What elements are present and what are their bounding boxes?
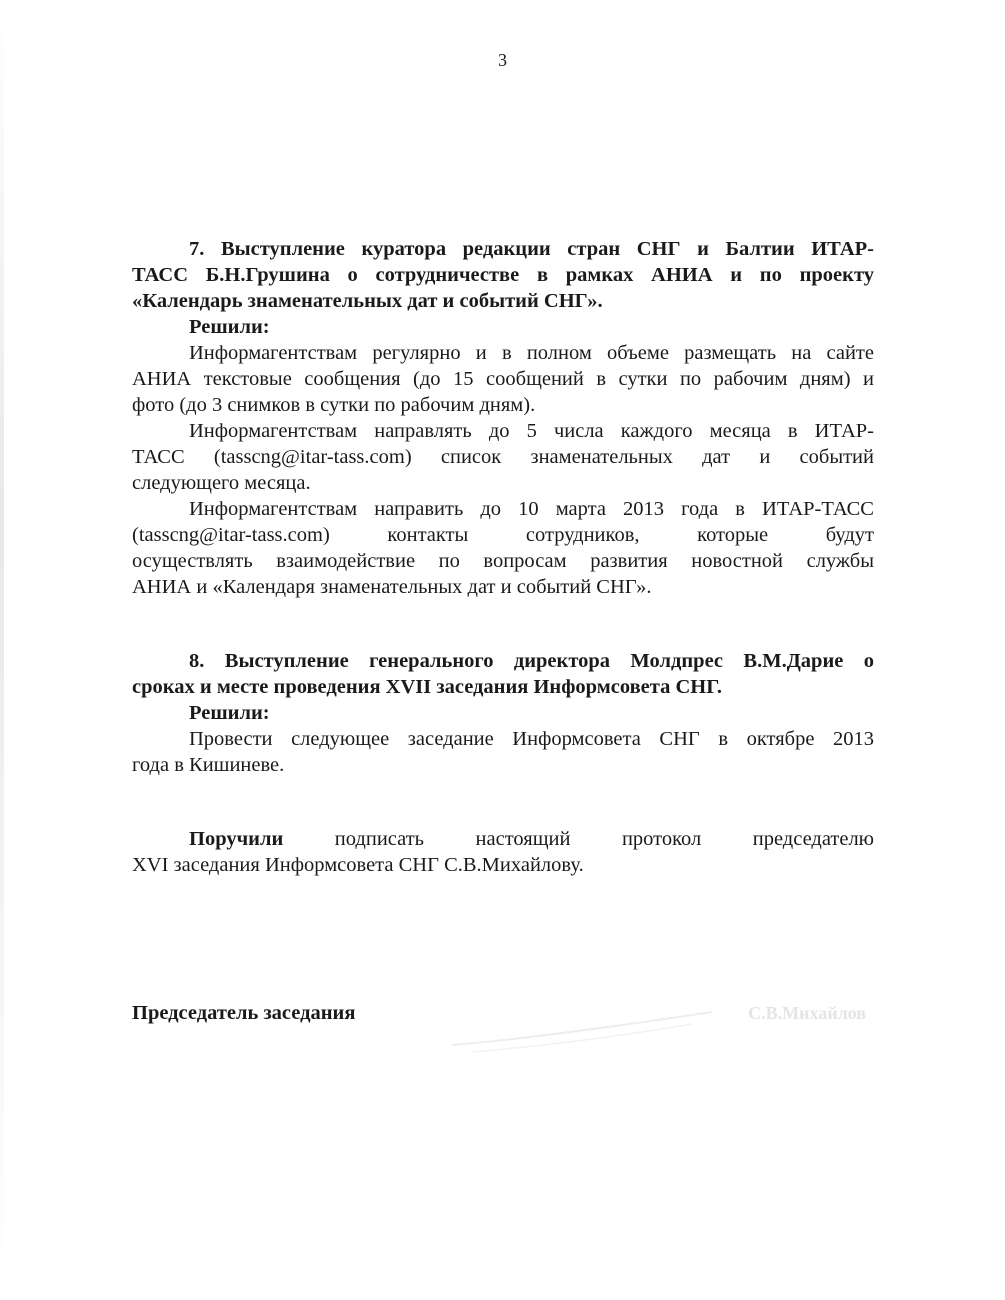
signature-row [132,1000,874,1026]
section-7-paragraph-3-line-4: АНИА и «Календаря знаменательных дат и событий СНГ». [132,576,652,598]
scan-edge-left [0,0,4,1300]
section-7-paragraph-1-line-3: фото (до 3 снимков в сутки по рабочим дням). [132,394,536,416]
section-7-decision-label: Решили: [189,316,270,338]
section-7-paragraph-2-line-2: ТАСС (tasscng@itar-tass.com) список знаменательных дат и событий [132,446,874,468]
section-7-paragraph-2-line-1: Информагентствам направлять до 5 числа каждого месяца в ИТАР- [189,420,874,442]
section-8-decision-label: Решили: [189,702,270,724]
section-7-paragraph-2-line-3: следующего месяца. [132,472,311,494]
section-8-paragraph-line-1: Провести следующее заседание Информсовета СНГ в октябре 2013 [189,728,874,750]
instruction-block [132,826,874,878]
instruction-line-2: XVI заседания Информсовета СНГ С.В.Михайлову. [132,854,584,876]
section-8-heading-line-1: 8. Выступление генерального директора Молдпрес В.М.Дарие о [189,650,874,672]
section-7-heading-line-2: ТАСС Б.Н.Грушина о сотрудничестве в рамках АНИА и по проекту [132,264,874,286]
signature-mark [432,1000,732,1060]
section-8 [132,648,874,778]
section-7-paragraph-3-line-2: (tasscng@itar-tass.com) контакты сотрудников, которые будут [132,524,874,546]
section-8-paragraph-line-2: года в Кишиневе. [132,754,285,776]
section-8-heading-line-2: сроках и месте проведения XVII заседания Информсовета СНГ. [132,676,723,698]
section-7-paragraph-1-line-2: АНИА текстовые сообщения (до 15 сообщений в сутки по рабочим дням) и [132,368,874,390]
page-number: 3 [498,50,507,70]
section-7-paragraph-3-line-3: осуществлять взаимодействие по вопросам развития новостной службы [132,550,874,572]
instruction-label: Поручили [189,828,284,850]
chairman-name: С.В.Михайлов [748,1003,866,1023]
section-7-heading-line-1: 7. Выступление куратора редакции стран СНГ и Балтии ИТАР- [189,238,874,260]
instruction-line-1 [132,826,874,852]
chairman-title: Председатель заседания [132,1002,356,1024]
section-7-heading-line-3: «Календарь знаменательных дат и событий СНГ». [132,290,603,312]
section-7-paragraph-1-line-1: Информагентствам регулярно и в полном объеме размещать на сайте [189,342,874,364]
instruction-line-1-text: подписать настоящий протокол председателю [334,828,874,850]
section-7 [132,236,874,600]
section-7-paragraph-3-line-1: Информагентствам направить до 10 марта 2013 года в ИТАР-ТАСС [189,498,874,520]
